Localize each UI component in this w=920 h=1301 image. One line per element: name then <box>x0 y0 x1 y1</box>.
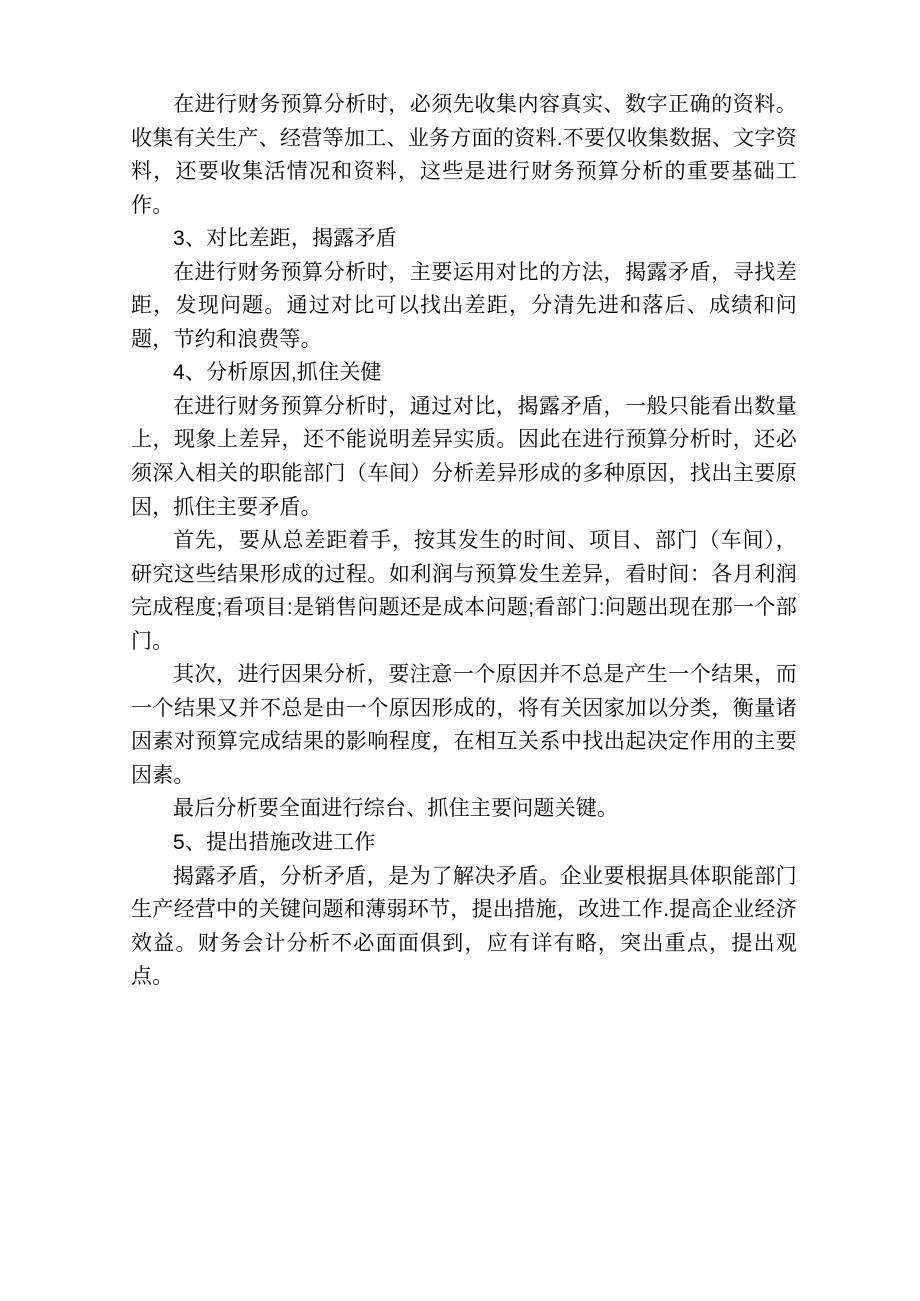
document-body <box>131 88 797 994</box>
paragraph: 在进行财务预算分析时，必须先收集内容真实、数字正确的资料。收集有关生产、经营等加工、业务方面的资料.不要仅收集数据、文字资料，还要收集活情况和资料，这些是进行财务预算分析的重要基础工作。 <box>131 93 797 217</box>
paragraph: 在进行财务预算分析时，通过对比，揭露矛盾，一般只能看出数量上，现象上差异，还不能说明差异实质。因此在进行预算分析时，还必须深入相关的职能部门（车间）分析差异形成的多种原因，找出主要原因，抓住主要矛盾。 <box>131 394 797 519</box>
paragraph: 在进行财务预算分析时，主要运用对比的方法，揭露矛盾，寻找差距，发现问题。通过对比可以找出差距，分清先进和落后、成绩和问题，节约和浪费等。 <box>131 260 797 351</box>
paragraph: 其次，进行因果分析，要注意一个原因并不总是产生一个结果，而一个结果又并不总是由一个原因形成的，将有关因家加以分类，衡量诸因素对预算完成结果的影响程度，在相互关系中找出起决定作用的主要因素。 <box>131 663 797 787</box>
section-heading: 3、对比差距，揭露矛盾 <box>173 227 397 251</box>
section-heading: 5、提出措施改进工作 <box>173 831 376 855</box>
paragraph: 首先，要从总差距着手，按其发生的时间、项目、部门（车间），研究这些结果形成的过程。如利润与预算发生差异，看时间：各月利润完成程度;看项目:是销售问题还是成本问题;看部门:问题出现在那一个部门。 <box>131 529 797 653</box>
paragraph: 揭露矛盾，分析矛盾，是为了解决矛盾。企业要根据具体职能部门生产经营中的关键问题和薄弱环节，提出措施，改进工作.提高企业经济效益。财务会计分析不必面面俱到，应有详有略，突出重点，提出观点。 <box>131 864 797 989</box>
section-heading: 4、分析原因,抓住关健 <box>173 361 382 385</box>
paragraph: 最后分析要全面进行综台、抓住主要问题关键。 <box>173 797 619 821</box>
